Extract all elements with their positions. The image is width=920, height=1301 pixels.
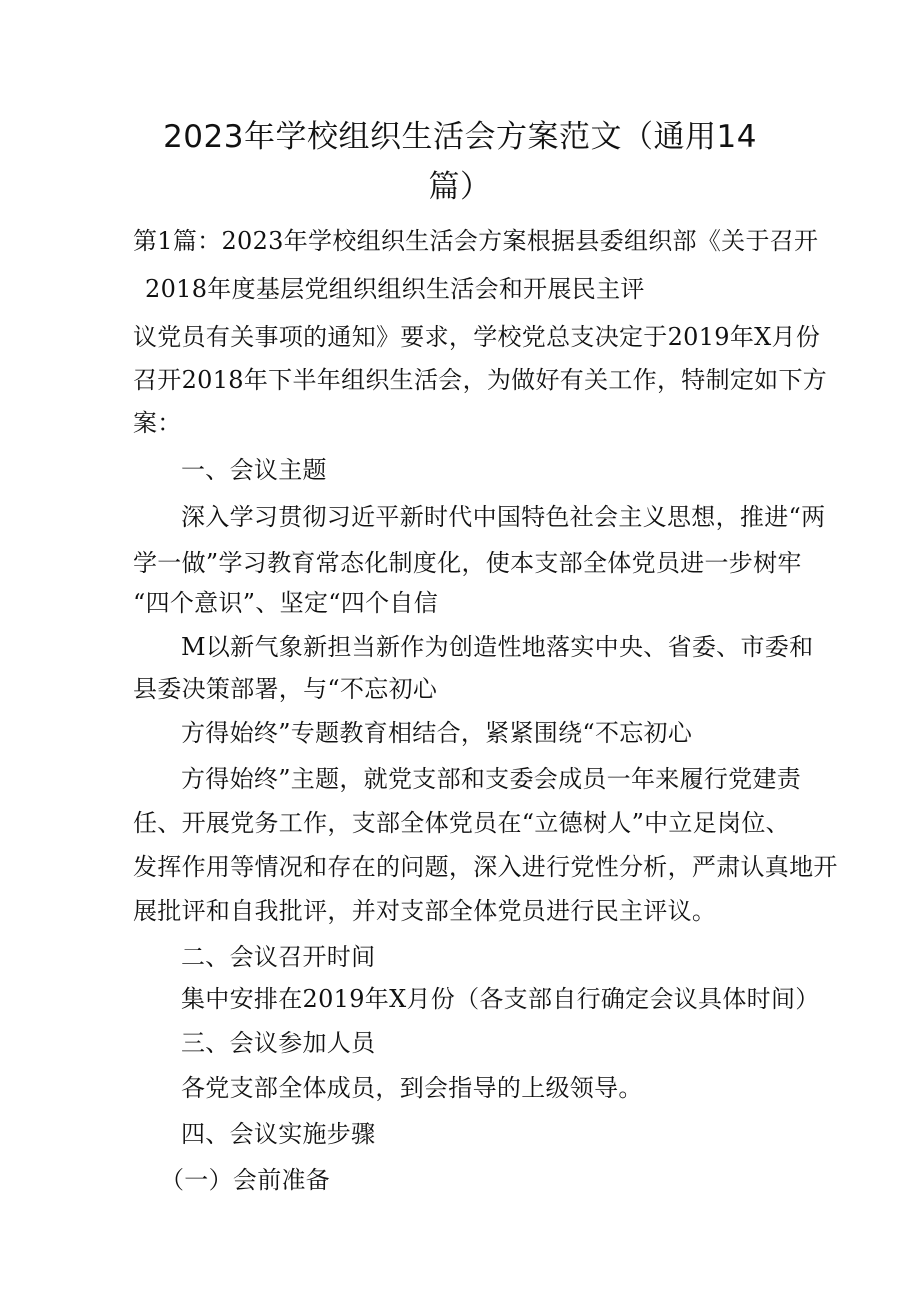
paragraph-line-9: M以新气象新担当新作为创造性地落实中央、省委、市委和 bbox=[181, 633, 814, 661]
document-title bbox=[150, 112, 770, 212]
paragraph-line-11: 方得始终”专题教育相结合，紧紧围绕“不忘初心 bbox=[181, 719, 693, 747]
section-heading-1: 一、会议主题 bbox=[181, 456, 327, 484]
paragraph-line-16: 集中安排在2019年X月份（各支部自行确定会议具体时间） bbox=[181, 985, 820, 1013]
paragraph-line-10: 县委决策部署，与“不忘初心 bbox=[133, 675, 438, 703]
paragraph-line-6: 深入学习贯彻习近平新时代中国特色社会主义思想，推进“两 bbox=[181, 503, 826, 531]
subsection-heading-1: （一）会前准备 bbox=[160, 1166, 331, 1194]
paragraph-line-15: 展批评和自我批评，并对支部全体党员进行民主评议。 bbox=[133, 897, 717, 925]
section-heading-2: 二、会议召开时间 bbox=[181, 943, 376, 971]
paragraph-line-4: 召开2018年下半年组织生活会，为做好有关工作，特制定如下方 bbox=[133, 366, 828, 394]
paragraph-line-3: 议党员有关事项的通知》要求，学校党总支决定于2019年X月份 bbox=[133, 323, 821, 351]
paragraph-line-8: “四个意识”、坚定“四个自信 bbox=[133, 589, 439, 617]
paragraph-line-17: 各党支部全体成员，到会指导的上级领导。 bbox=[181, 1074, 643, 1102]
section-heading-3: 三、会议参加人员 bbox=[181, 1029, 376, 1057]
paragraph-line-2: 2018年度基层党组织组织生活会和开展民主评 bbox=[145, 275, 645, 303]
paragraph-line-5: 案： bbox=[133, 409, 182, 437]
paragraph-line-1: 第1篇：2023年学校组织生活会方案根据县委组织部《关于召开 bbox=[133, 227, 819, 255]
title-line-2: 篇） bbox=[428, 169, 492, 205]
section-heading-4: 四、会议实施步骤 bbox=[181, 1120, 376, 1148]
paragraph-line-13: 任、开展党务工作，支部全体党员在“立德树人”中立足岗位、 bbox=[133, 809, 790, 837]
paragraph-line-14: 发挥作用等情况和存在的问题，深入进行党性分析，严肃认真地开 bbox=[133, 853, 838, 881]
paragraph-line-12: 方得始终”主题，就党支部和支委会成员一年来履行党建责 bbox=[181, 765, 802, 793]
paragraph-line-7: 学一做”学习教育常态化制度化，使本支部全体党员进一步树牢 bbox=[133, 549, 802, 577]
title-line-1: 2023年学校组织生活会方案范文（通用14 bbox=[163, 119, 757, 155]
